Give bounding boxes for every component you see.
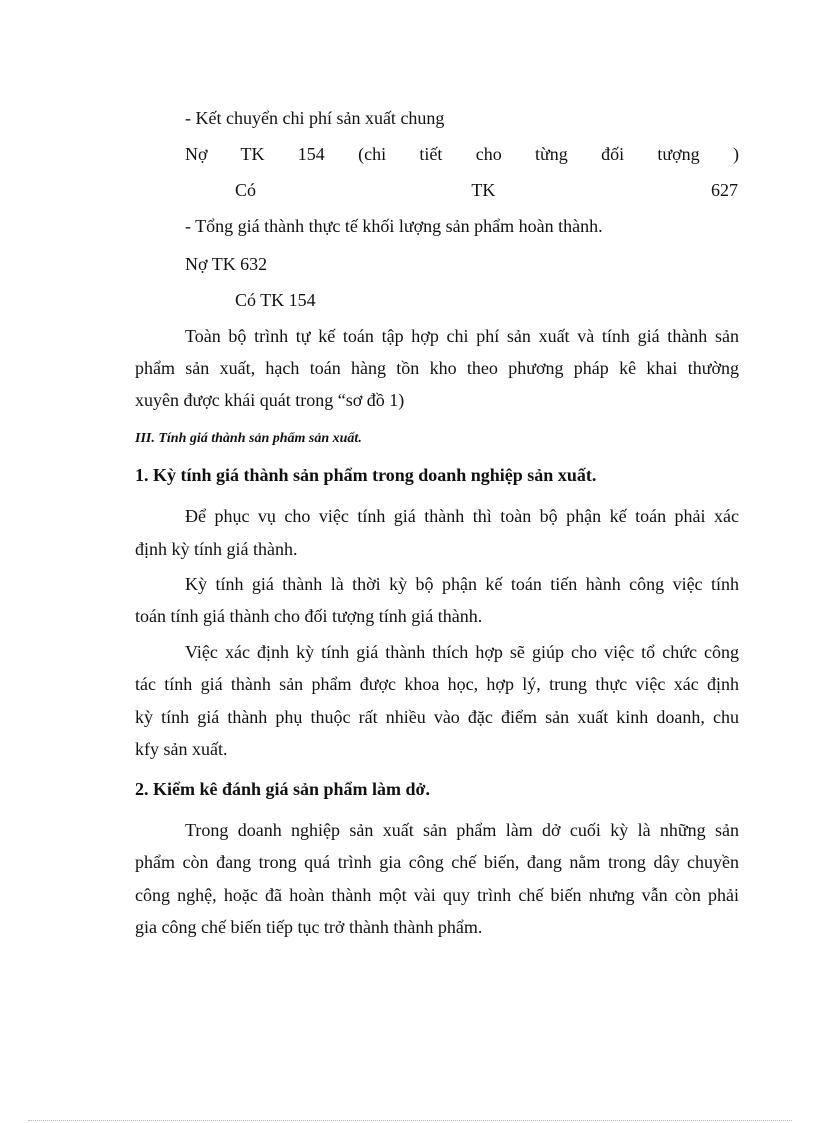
- text-line-co-tk-154: Có TK 154: [235, 290, 316, 310]
- subsection-heading-1: 1. Kỳ tính giá thành sản phẩm trong doanh nghiệp sản xuất.: [135, 465, 597, 485]
- paragraph-line: tác tính giá thành sản phẩm được khoa học, hợp lý, trung thực việc xác định: [135, 674, 739, 694]
- paragraph-line: Trong doanh nghiệp sản xuất sản phẩm làm dở cuối kỳ là những sản: [185, 820, 739, 840]
- section-heading-iii: III. Tính giá thành sản phẩm sản xuất.: [135, 431, 362, 446]
- subsection-heading-2: 2. Kiểm kê đánh giá sản phẩm làm dở.: [135, 779, 431, 799]
- paragraph-line: kfy sản xuất.: [135, 739, 228, 759]
- paragraph-line: xuyên được khái quát trong “sơ đồ 1): [135, 390, 405, 410]
- text-line-co-tk-627: Có TK 627: [235, 180, 738, 200]
- paragraph-line: công nghệ, hoặc đã hoàn thành một vài quy trình chế biến nhưng vẫn còn phải: [135, 885, 739, 905]
- paragraph-line: phẩm còn đang trong quá trình gia công chế biến, đang nằm trong dây chuyền: [135, 852, 739, 872]
- text-line-no-tk-154: Nợ TK 154 (chi tiết cho từng đối tượng ): [185, 144, 739, 164]
- text-line-no-tk-632: Nợ TK 632: [185, 254, 268, 274]
- paragraph-line: phẩm sản xuất, hạch toán hàng tồn kho theo phương pháp kê khai thường: [135, 358, 739, 378]
- page-bottom-rule: [28, 1120, 792, 1121]
- paragraph-line: Kỳ tính giá thành là thời kỳ bộ phận kế toán tiến hành công việc tính: [185, 574, 739, 594]
- paragraph-line: gia công chế biến tiếp tục trở thành thành phẩm.: [135, 917, 483, 937]
- paragraph-line: kỳ tính giá thành phụ thuộc rất nhiều vào đặc điểm sản xuất kinh doanh, chu: [135, 707, 739, 727]
- text-line-ket-chuyen: - Kết chuyển chi phí sản xuất chung: [185, 108, 445, 128]
- paragraph-line: toán tính giá thành cho đối tượng tính giá thành.: [135, 606, 483, 626]
- paragraph-line: Để phục vụ cho việc tính giá thành thì toàn bộ phận kế toán phải xác: [185, 506, 739, 526]
- paragraph-line: định kỳ tính giá thành.: [135, 539, 298, 559]
- text-line-tong-gia-thanh: - Tổng giá thành thực tế khối lượng sản phẩm hoàn thành.: [185, 216, 603, 236]
- paragraph-line: Việc xác định kỳ tính giá thành thích hợp sẽ giúp cho việc tổ chức công: [185, 642, 739, 662]
- paragraph-line: Toàn bộ trình tự kế toán tập hợp chi phí sản xuất và tính giá thành sản: [185, 326, 739, 346]
